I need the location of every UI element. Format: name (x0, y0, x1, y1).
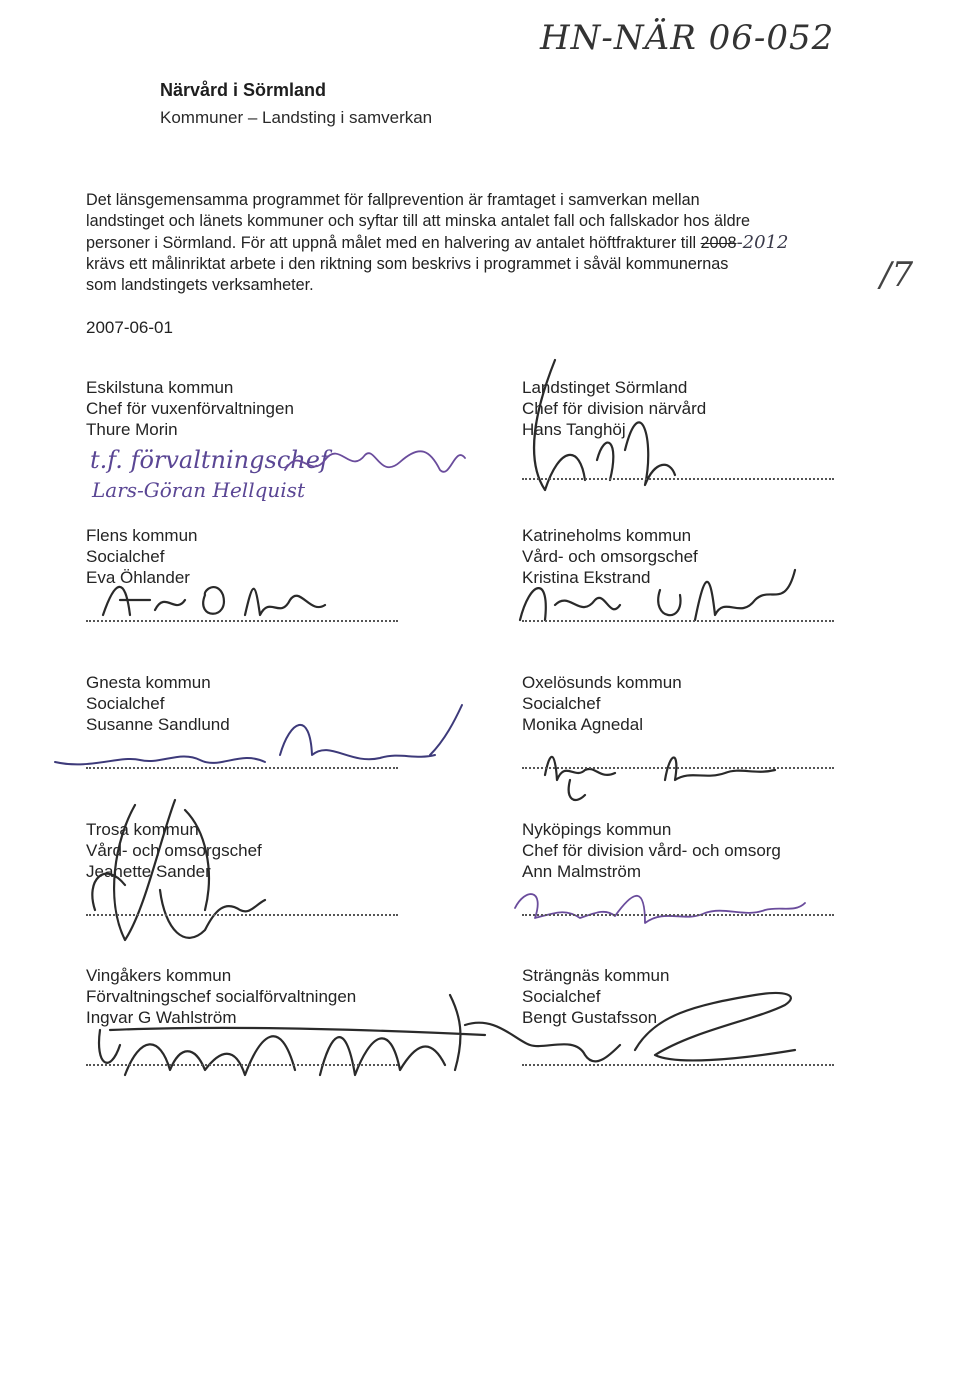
org-name: Gnesta kommun (86, 673, 211, 692)
signatory-nykoping (522, 820, 781, 883)
signature-line-oxelosund (522, 767, 834, 769)
role-title: Socialchef (522, 694, 601, 713)
signature-line-strangnas (522, 1064, 834, 1066)
handwritten-reference-number: HN-NÄR 06-052 (540, 18, 835, 58)
intro-paragraph (86, 190, 866, 296)
intro-line-3-text: personer i Sörmland. För att uppnå målet med en halvering av antalet höftfrakturer till (86, 234, 697, 252)
role-title: Chef för vuxenförvaltningen (86, 399, 294, 418)
signature-trosa (65, 790, 295, 960)
person-name: Hans Tanghöj (522, 420, 626, 439)
person-name: Susanne Sandlund (86, 715, 230, 734)
role-title: Vård- och omsorgschef (522, 547, 698, 566)
document-subtitle: Kommuner – Landsting i samverkan (160, 108, 433, 127)
role-title: Socialchef (86, 694, 165, 713)
org-name: Strängnäs kommun (522, 966, 670, 985)
signature-line-katrineholm (522, 620, 834, 622)
person-name: Thure Morin (86, 420, 178, 439)
signature-eskilstuna (280, 440, 480, 490)
signature-line-flen (86, 620, 398, 622)
handwritten-year: -2012 (736, 232, 789, 253)
signature-line-gnesta (86, 767, 398, 769)
intro-line-1: Det länsgemensamma programmet för fallprevention är framtaget i samverkan mellan (86, 191, 700, 209)
signature-vingaker (80, 975, 500, 1105)
signature-landsting (505, 350, 695, 510)
role-title: Förvaltningschef socialförvaltningen (86, 987, 357, 1006)
person-name: Eva Öhlander (86, 568, 190, 587)
signature-oxelosund (525, 735, 805, 805)
org-name: Landstinget Sörmland (522, 378, 688, 397)
intro-line-3 (86, 232, 866, 254)
document-date: 2007-06-01 (86, 318, 173, 337)
role-title: Socialchef (522, 987, 601, 1006)
org-name: Eskilstuna kommun (86, 378, 234, 397)
margin-note: /7 (880, 255, 914, 295)
org-name: Trosa kommun (86, 820, 199, 839)
intro-line-5: som landstingets verksamheter. (86, 276, 314, 294)
person-name: Ann Malmström (522, 862, 642, 881)
org-name: Vingåkers kommun (86, 966, 232, 985)
role-title: Chef för division närvård (522, 399, 707, 418)
handwritten-tf-note: t.f. förvaltningschef (90, 446, 329, 474)
handwritten-substitute-name: Lars-Göran Hellquist (92, 478, 305, 502)
person-name: Kristina Ekstrand (522, 568, 651, 587)
signatory-oxelosund (522, 673, 682, 736)
person-name: Jeanette Sander (86, 862, 211, 881)
person-name: Ingvar G Wahlström (86, 1008, 237, 1027)
intro-line-4: krävs ett målinriktat arbete i den riktning som beskrivs i programmet i såväl kommunernas (86, 255, 729, 273)
signature-nykoping (505, 878, 815, 938)
signature-strangnas (455, 975, 820, 1085)
intro-line-2: landstinget och länets kommuner och syftar till att minska antalet fall och fallskador hos äldre (86, 212, 751, 230)
signature-line-trosa (86, 914, 398, 916)
signature-line-nykoping (522, 914, 834, 916)
signature-line-landsting (522, 478, 834, 480)
signatory-eskilstuna (86, 378, 294, 441)
document-title: Närvård i Sörmland (160, 80, 327, 100)
org-name: Oxelösunds kommun (522, 673, 682, 692)
org-name: Nyköpings kommun (522, 820, 672, 839)
role-title: Chef för division vård- och omsorg (522, 841, 781, 860)
signature-katrineholm (510, 560, 810, 640)
person-name: Monika Agnedal (522, 715, 643, 734)
org-name: Flens kommun (86, 526, 198, 545)
person-name: Bengt Gustafsson (522, 1008, 658, 1027)
role-title: Vård- och omsorgschef (86, 841, 262, 860)
signature-line-vingaker (86, 1064, 398, 1066)
role-title: Socialchef (86, 547, 165, 566)
org-name: Katrineholms kommun (522, 526, 692, 545)
struck-year: 2008 (700, 234, 737, 252)
